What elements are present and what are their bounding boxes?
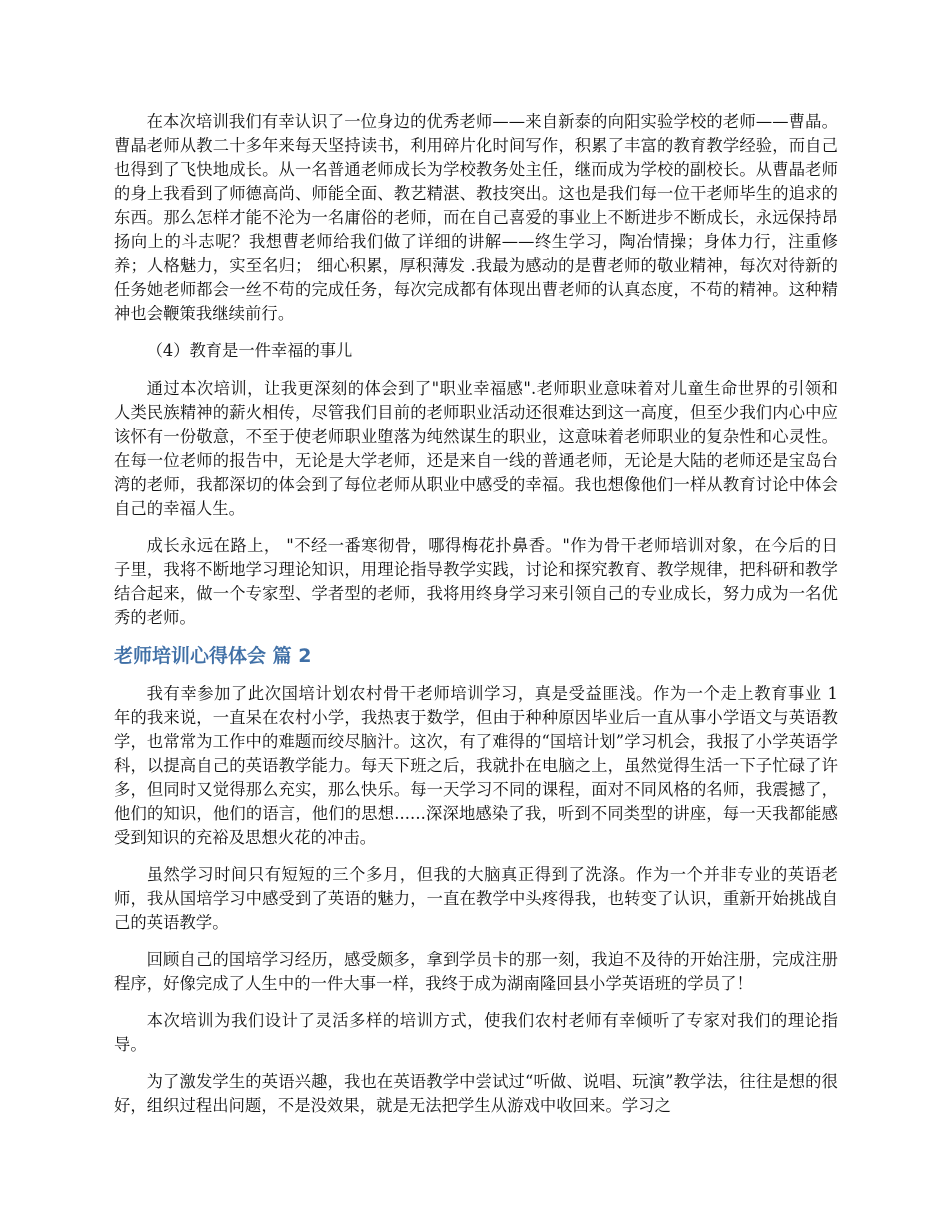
paragraph-training-methods: 本次培训为我们设计了灵活多样的培训方式，使我们农村老师有幸倾听了专家对我们的理论指导。 — [114, 1011, 838, 1054]
document-page — [114, 110, 838, 1131]
paragraph-professional-happiness: 通过本次培训，让我更深刻的体会到了"职业幸福感".老师职业意味着对儿童生命世界的引领和人类民族精神的薪火相传，尽管我们目前的老师职业活动还很难达到这一高度，但至少我们内心中应该怀有一份敬意，不至于使老师职业堕落为纯然谋生的职业，这意味着老师职业的复杂性和心灵性。在每一位老师的报告中，无论是大学老师，还是来自一线的普通老师，无论是大陆的老师还是宝岛台湾的老师，我都深切的体会到了每位老师从职业中感受的幸福。我也想像他们一样从教育讨论中体会自己的幸福人生。 — [114, 379, 838, 518]
paragraph-growth-on-road: 成长永远在路上， "不经一番寒彻骨，哪得梅花扑鼻香。"作为骨干老师培训对象，在今后的日子里，我将不断地学习理论知识，用理论指导教学实践，讨论和探究教育、教学规律，把科研和教学结合起来，做一个专家型、学者型的老师，我将用终身学习来引领自己的专业成长，努力成为一名优秀的老师。 — [114, 536, 838, 627]
paragraph-caojing-teacher: 在本次培训我们有幸认识了一位身边的优秀老师——来自新泰的向阳实验学校的老师——曹晶。曹晶老师从教二十多年来每天坚持读书，利用碎片化时间写作，积累了丰富的教育教学经验，而自己也得到了飞快地成长。从一名普通老师成长为学校教务处主任，继而成为学校的副校长。从曹晶老师的身上我看到了师德高尚、师能全面、教艺精湛、教技突出。这也是我们每一位干老师毕生的追求的东西。那么怎样才能不沦为一名庸俗的老师，而在自己喜爱的事业上不断进步不断成长，永远保持昂扬向上的斗志呢？我想曹老师给我们做了详细的讲解——终生学习，陶冶情操；身体力行，注重修养；人格魅力，实至名归； 细心积累，厚积薄发 .我最为感动的是曹老师的敬业精神，每次对待新的任务她老师都会一丝不苟的完成任务，每次完成都有体现出曹老师的认真态度，不苟的精神。这种精神也会鞭策我继续前行。 — [114, 112, 838, 323]
paragraph-english-interest: 为了激发学生的英语兴趣，我也在英语教学中尝试过“听做、说唱、玩演”教学法，往往是想的很好，组织过程出问题，不是没效果，就是无法把学生从游戏中收回来。学习之 — [114, 1072, 838, 1115]
paragraph-learning-time: 虽然学习时间只有短短的三个多月，但我的大脑真正得到了洗涤。作为一个并非专业的英语老师，我从国培学习中感受到了英语的魅力，一直在教学中头疼得我，也转变了认识，重新开始挑战自己的英语教学。 — [114, 865, 838, 932]
subheading-education-happiness: （4）教育是一件幸福的事儿 — [146, 341, 353, 360]
section-title-part-2: 老师培训心得体会 篇 2 — [114, 645, 312, 667]
paragraph-review-experience: 回顾自己的国培学习经历，感受颇多，拿到学员卡的那一刻，我迫不及待的开始注册，完成注册程序，好像完成了人生中的一件大事一样，我终于成为湖南隆回县小学英语班的学员了！ — [114, 950, 838, 993]
paragraph-national-training: 我有幸参加了此次国培计划农村骨干老师培训学习，真是受益匪浅。作为一个走上教育事业 1 年的我来说，一直呆在农村小学，我热衷于数学，但由于种种原因毕业后一直从事小学语文与英语教学，也常常为工作中的难题而绞尽脑汁。这次，有了难得的“国培计划”学习机会，我报了小学英语学科，以提高自己的英语教学能力。每天下班之后，我就扑在电脑之上，虽然觉得生活一下子忙碌了许多，但同时又觉得那么充实，那么快乐。每一天学习不同的课程，面对不同风格的名师，我震撼了，他们的知识，他们的语言，他们的思想......深深地感染了我，听到不同类型的讲座，每一天我都能感受到知识的充裕及思想火花的冲击。 — [114, 684, 838, 847]
